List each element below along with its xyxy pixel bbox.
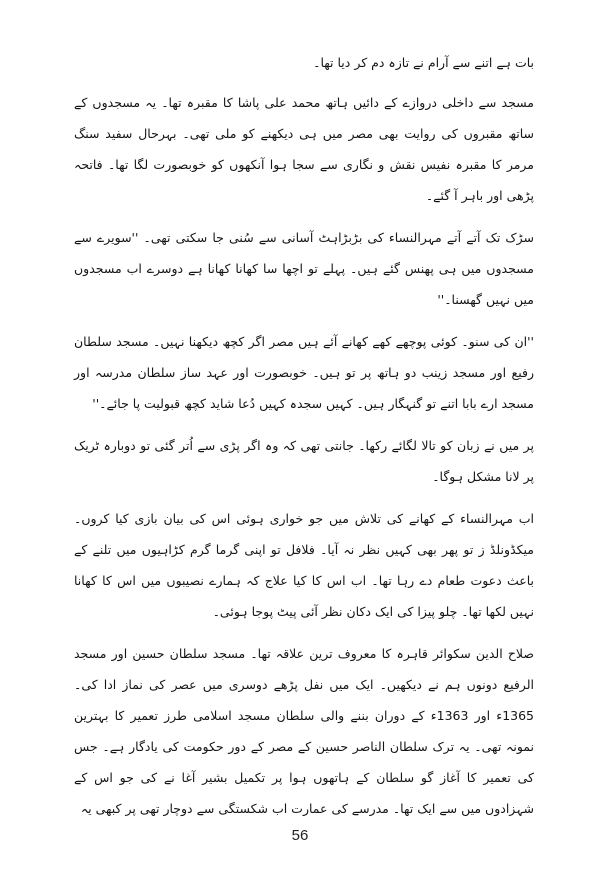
paragraph-4: ''ان کی سنو۔ کوئی پوچھے کھے کھانے آئے ہیں مصر اگر کچھ دیکھنا نہیں۔ مسجد سلطان رفیع اور مسجد زینب دو ہاتھ پر تو ہیں۔ خوبصورت اور عہد ساز سلطان مدرسہ اور مسجد ارے بابا اتنے تو گنہگار ہیں۔ کہیں سجدہ کہیں دُعا شاید کچھ قبولیت پا جائے۔'' bbox=[74, 334, 534, 411]
paragraph-1: بات ہے اتنے سے آرام نے تازہ دم کر دیا تھا۔ bbox=[313, 55, 534, 70]
paragraph-6: اب مہرالنساء کے کھانے کی تلاش میں جو خواری ہوئی اس کی بیان بازی کیا کروں۔ میکڈونلڈ ز تو پھر بھی کہیں نظر نہ آیا۔ فلافل تو اپنی گرما گرم کڑاہیوں میں تلنے کے باعث دعوت طعام دے رہا تھا۔ اب اس کا کیا علاج کہ ہمارے نصیبوں میں اس کا کھانا نہیں لکھا تھا۔ چلو پیزا کی ایک دکان نظر آئی پیٹ پوجا ہوئی۔ bbox=[74, 511, 534, 619]
paragraph-3: سڑک تک آتے آتے مہرالنساء کی بڑبڑاہٹ آسانی سے سُنی جا سکتی تھی۔ ''سویرے سے مسجدوں میں ہی پھنس گئے ہیں۔ پہلے تو اچھا سا کھانا کھانا ہے دوسرے اب مسجدوں میں نہیں گھسنا۔'' bbox=[74, 230, 534, 307]
paragraph-5: پر میں نے زبان کو تالا لگائے رکھا۔ جانتی تھی کہ وہ اگر پڑی سے اُتر گئی تو دوبارہ ٹریک پر لانا مشکل ہوگا۔ bbox=[74, 438, 534, 484]
page-body-text bbox=[74, 47, 534, 835]
paragraph-7: صلاح الدین سکوائر قاہرہ کا معروف ترین علاقہ تھا۔ مسجد سلطان حسین اور مسجد الرفیع دونوں ہم نے دیکھیں۔ ایک میں نفل پڑھے دوسری میں عصر کی نماز ادا کی۔ 1365ء اور 1363ء کے دوران بننے والی سلطان مسجد اسلامی طرز تعمیر کا بہترین نمونہ تھی۔ یہ ترک سلطان الناصر حسین کے مصر کے دور حکومت کی یادگار ہے۔ جس کی تعمیر کا آغاز گو سلطان کے ہاتھوں ہوا پر تکمیل بشیر آغا نے کی جو اس کے شہزادوں میں سے ایک تھا۔ مدرسے کی عمارت اب شکستگی سے دوچار تھی پر کبھی یہ bbox=[74, 646, 534, 816]
page-number: 56 bbox=[291, 827, 309, 844]
paragraph-2: مسجد سے داخلی دروازے کے دائیں ہاتھ محمد علی پاشا کا مقبرہ تھا۔ یہ مسجدوں کے ساتھ مقبروں کی روایت بھی مصر میں ہی دیکھنے کو ملی تھی۔ بہرحال سفید سنگ مرمر کا مقبرہ نفیس نقش و نگاری سے سجا ہوا آنکھوں کو خوبصورت لگا تھا۔ فاتحہ پڑھی اور باہر آ گئے۔ bbox=[74, 95, 534, 203]
